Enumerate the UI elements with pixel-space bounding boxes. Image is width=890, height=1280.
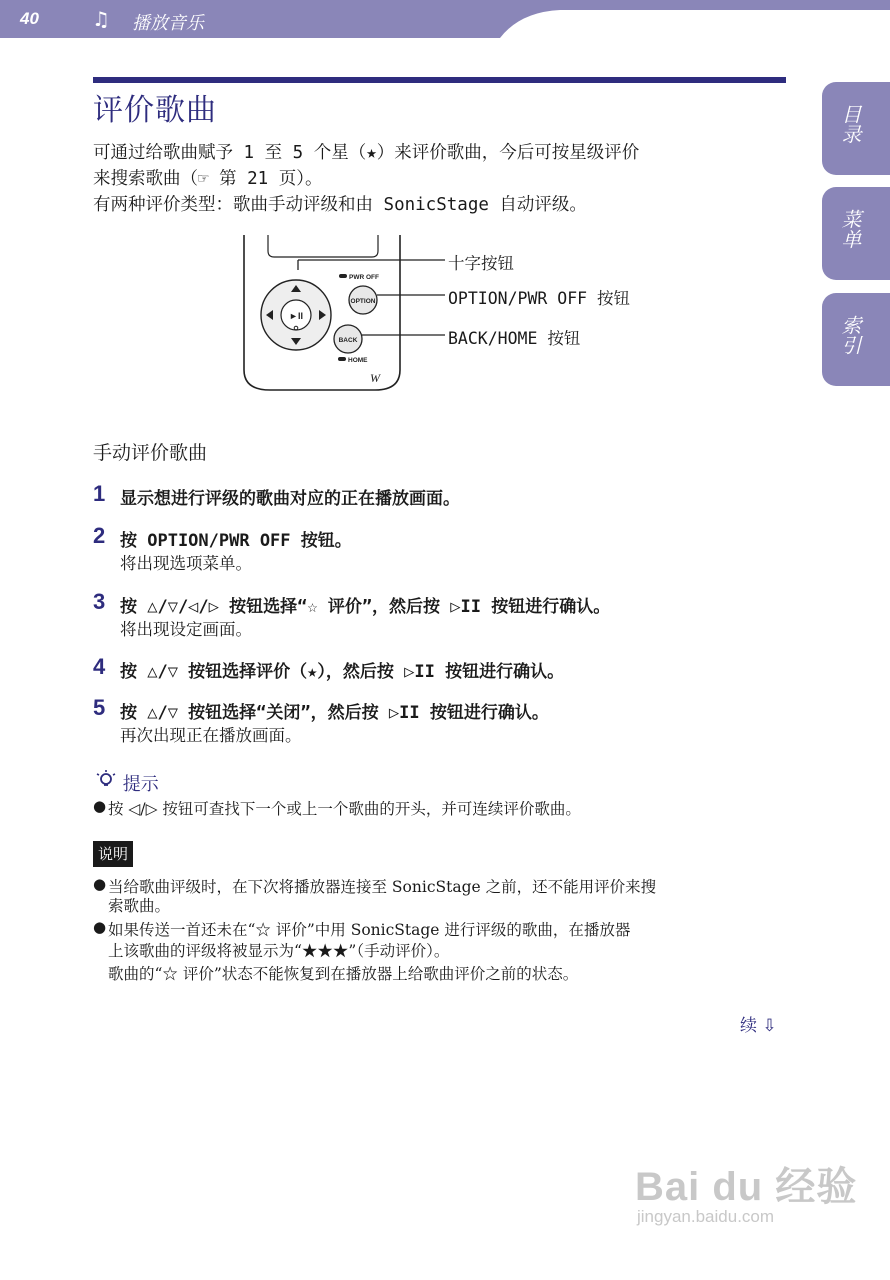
- bullet-dot: ●: [93, 918, 107, 936]
- tab-contents[interactable]: [822, 82, 890, 175]
- step-result: 再次出现正在播放画面。: [120, 726, 302, 745]
- music-note-icon: ♫: [92, 7, 110, 31]
- back-label: BACK: [338, 337, 358, 344]
- title-rule: [93, 77, 786, 83]
- section-name: 播放音乐: [132, 13, 204, 34]
- pwr-off-label: PWR OFF: [349, 274, 379, 281]
- step-text: 按 △/▽/◁/▷ 按钮选择“☆ 评价”，然后按 ▷II 按钮进行确认。: [120, 597, 611, 617]
- hint-title: 提示: [122, 774, 159, 795]
- page-number: 40: [20, 9, 39, 28]
- device-illustration: [230, 235, 650, 400]
- step-result: 将出现设定画面。: [120, 620, 252, 639]
- step-number: 1: [93, 481, 106, 506]
- step-text: 显示想进行评级的歌曲对应的正在播放画面。: [120, 489, 460, 509]
- intro-line: 有两种评价类型：歌曲手动评级和由 SonicStage 自动评级。: [93, 195, 587, 215]
- step-text: 按 OPTION/PWR OFF 按钮。: [120, 531, 352, 551]
- continued-link[interactable]: 续 ⇩: [740, 1016, 777, 1036]
- intro-line[interactable]: 来搜索歌曲（☞ 第 21 页）。: [93, 169, 323, 189]
- intro-line: 可通过给歌曲赋予 1 至 5 个星（★）来评价歌曲，今后可按星级评价: [93, 143, 640, 163]
- note-item-2-line: 歌曲的“☆ 评价”状态不能恢复到在播放器上给歌曲评价之前的状态。: [108, 965, 579, 983]
- step-text: 按 △/▽ 按钮选择“关闭”，然后按 ▷II 按钮进行确认。: [120, 703, 549, 723]
- play-pause-glyph: ►II: [289, 311, 303, 321]
- watermark-url: jingyan.baidu.com: [637, 1207, 775, 1226]
- bullet-dot: ●: [93, 797, 107, 815]
- step-text: 按 △/▽ 按钮选择评价（★），然后按 ▷II 按钮进行确认。: [120, 662, 565, 682]
- step-number: 3: [93, 589, 106, 614]
- callout-back-button: BACK/HOME 按钮: [448, 329, 581, 348]
- manual-rating-title: 手动评价歌曲: [93, 442, 208, 464]
- option-label: OPTION: [350, 298, 376, 305]
- walkman-logo: W: [370, 371, 380, 385]
- lightbulb-icon: [95, 770, 117, 790]
- tab-index[interactable]: [822, 293, 890, 386]
- intro-paragraph: [93, 140, 783, 218]
- page-title: 评价歌曲: [93, 93, 217, 128]
- tab-label: 菜单: [838, 209, 862, 249]
- tab-menu[interactable]: [822, 187, 890, 280]
- watermark-logo: Bai du 经验: [635, 1165, 858, 1209]
- bullet-dot: ●: [93, 875, 107, 893]
- step-number: 4: [93, 654, 106, 679]
- hint-item: 按 ◁/▷ 按钮可查找下一个或上一个歌曲的开头，并可连续评价歌曲。: [108, 800, 581, 818]
- step-result: 将出现选项菜单。: [120, 554, 252, 573]
- step-number: 5: [93, 695, 106, 720]
- note-item-1-line: 索歌曲。: [108, 897, 171, 915]
- tab-label: 目录: [838, 104, 862, 144]
- note-item-1-line: 当给歌曲评级时，在下次将播放器连接至 SonicStage 之前，还不能用评价来搜: [108, 878, 657, 896]
- baidu-watermark: [635, 1155, 858, 1226]
- callout-option-button: OPTION/PWR OFF 按钮: [448, 289, 631, 308]
- callout-cross-button: 十字按钮: [448, 254, 514, 273]
- home-label: HOME: [348, 357, 368, 364]
- tab-label: 索引: [838, 315, 862, 355]
- note-item-2-line: 如果传送一首还未在“☆ 评价”中用 SonicStage 进行评级的歌曲，在播放器: [108, 921, 631, 939]
- step-number: 2: [93, 523, 106, 548]
- page-header: [0, 0, 890, 38]
- note-item-2-line: 上该歌曲的评级将被显示为“★★★”（手动评价）。: [108, 942, 450, 960]
- hint-heading: [95, 770, 159, 796]
- note-badge: 说明: [93, 841, 133, 867]
